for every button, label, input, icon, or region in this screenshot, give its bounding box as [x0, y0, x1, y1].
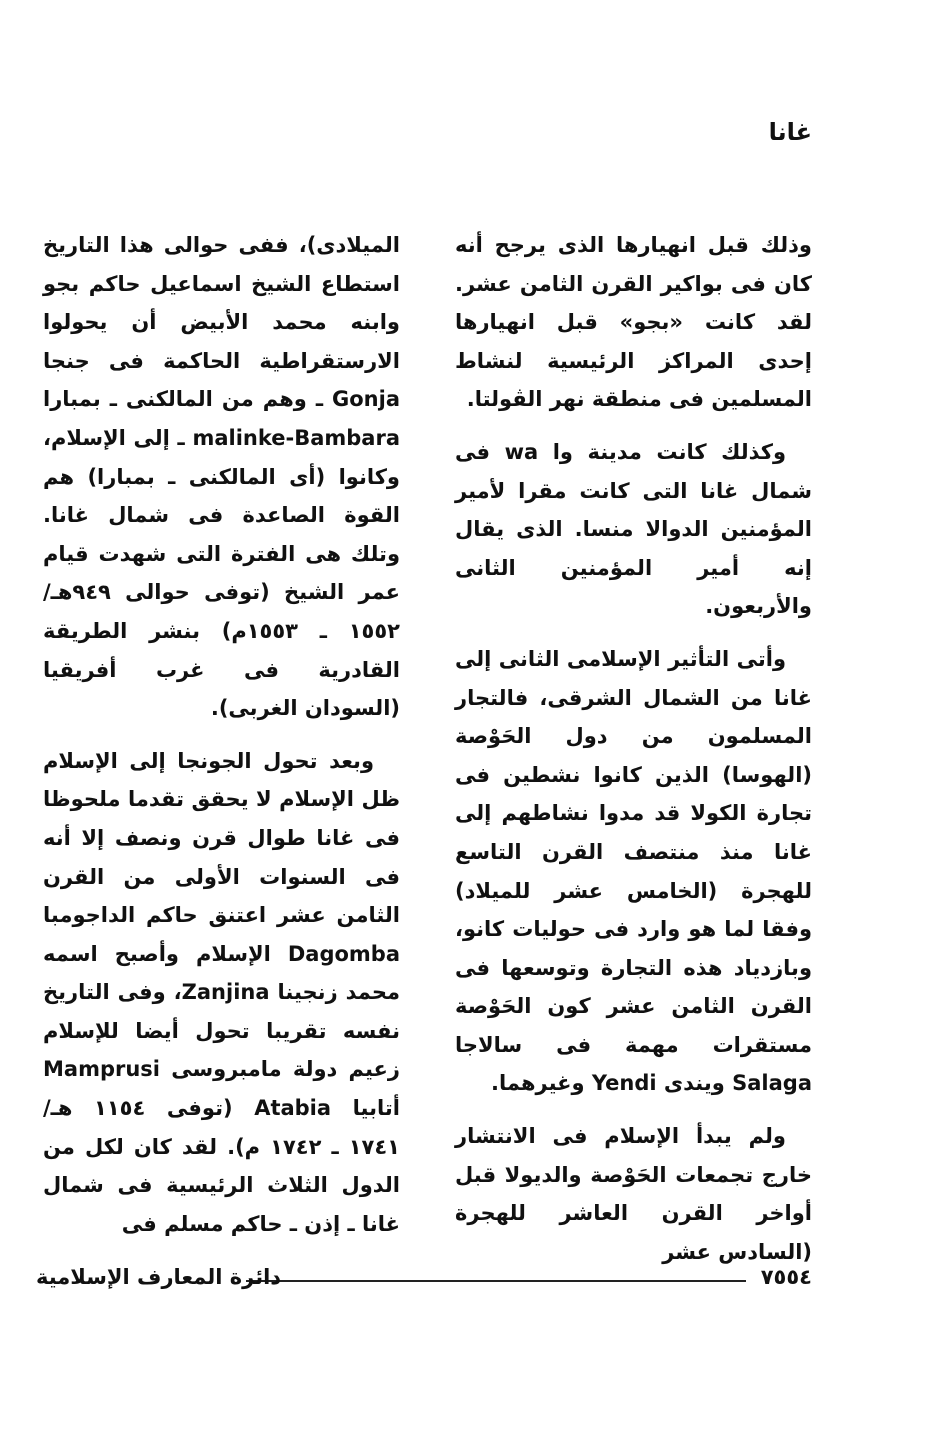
footer-rule: [246, 1280, 746, 1282]
paragraph: وبعد تحول الجونجا إلى الإسلام ظل الإسلام لا يحقق تقدما ملحوظا فى غانا طوال قرن ونصف إلا أنه فى السنوات الأولى من القرن الثامن عشر اعتنق حاكم الداجومبا Dagomba الإسلام وأصبح اسمه محمد زنجينا Zanjina، وفى التاريخ نفسه تقريبا تحول أيضا للإسلام زعيم دولة مامبروسى Mamprusi أتابيا Atabia (توفى ١١٥٤ هـ/ ١٧٤١ ـ ١٧٤٢ م). لقد كان لكل من الدول الثلاث الرئيسية فى شمال غانا ـ إذن ـ حاكم مسلم فى: [43, 748, 400, 1236]
publication-title: دائرة المعارف الإسلامية: [36, 1265, 282, 1289]
page-footer: [36, 1265, 812, 1295]
paragraph: الميلادى)، ففى حوالى هذا التاريخ استطاع الشيخ اسماعيل حاكم بجو وابنه محمد الأبيض أن يحولوا الارستقراطية الحاكمة فى جنجا Gonja ـ وهم من المالكنى ـ بمبارا malinke-Bambara ـ إلى الإسلام، وكانوا (أى المالكنى ـ بمبارا) هم القوة الصاعدة فى شمال غانا. وتلك هى الفترة التى شهدت قيام عمر الشيخ (توفى حوالى ٩٤٩هـ/ ١٥٥٢ ـ ١٥٥٣م) بنشر الطريقة القادرية فى غرب أفريقيا (السودان الغربى).: [43, 233, 400, 721]
paragraph: وكذلك كانت مدينة وا wa فى شمال غانا التى كانت مقرا لأمير المؤمنين الدوالا منسا. الذى يقال إنه أمير المؤمنين الثانى والأربعون.: [455, 439, 812, 619]
paragraph: ولم يبدأ الإسلام فى الانتشار خارج تجمعات الحَوْصة والديولا قبل أواخر القرن العاشر للهجرة (السادس عشر: [455, 1124, 812, 1264]
running-header: غانا: [768, 118, 812, 146]
left-column: [43, 226, 400, 1257]
paragraph: وأتى التأثير الإسلامى الثانى إلى غانا من الشمال الشرقى، فالتجار المسلمون من دول الحَوْصة (الهوسا) الذين كانوا نشطين فى تجارة الكولا قد مدوا نشاطهم إلى غانا منذ منتصف القرن التاسع للهجرة (الخامس عشر للميلاد) وفقا لما هو وارد فى حوليات كانو، وبازدياد هذه التجارة وتوسعها فى القرن الثامن عشر كون الحَوْصة مستقرات مهمة فى سالاجا Salaga ويندى Yendi وغيرهما.: [455, 646, 812, 1096]
right-column: [455, 226, 812, 1285]
paragraph: وذلك قبل انهيارها الذى يرجح أنه كان فى بواكير القرن الثامن عشر. لقد كانت «بجو» قبل انهيارها إحدى المراكز الرئيسية لنشاط المسلمين فى منطقة نهر الڤولتا.: [455, 233, 812, 412]
page-number: ٧٥٥٤: [760, 1265, 812, 1289]
